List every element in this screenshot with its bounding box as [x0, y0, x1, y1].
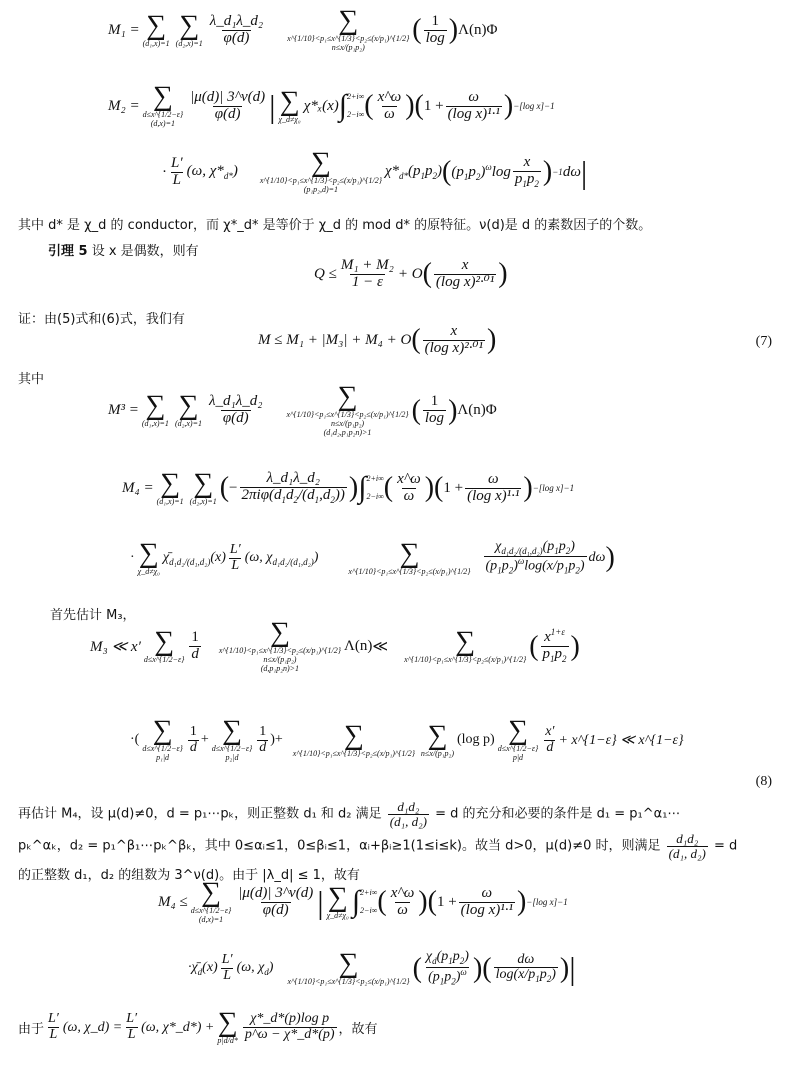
sum-operator: ∑ x^{1/10}<p₁≤x^{1/3}<p₂≤(x/p₁)^{1/2} — [348, 537, 471, 576]
equation-number-8: (8) — [755, 774, 772, 789]
equation-M3-estimate-cont: ·( ∑ d≤x^{1/2−ε} p₁|d $\frac{1}{d}$ + ∑ d≤x^{1/2−ε} p₂|d $\frac{1}{d}$ )+ ∑ x^{1/10}<p₁≤x^{1/3}<p₂≤(x/p₁)^{1/2} ∑ n≤x/(p₁p₂) (log p) ∑ d≤x^{1/2−ε} p|d $\frac{x'}{d}$ + x^{1−ε} ≪ x^{1−ε} — [130, 715, 684, 762]
M2-lhs: M₂ = — [108, 97, 140, 114]
sum-operator: ∑ x^{1/10}<p₁≤x^{1/3}<p₂≤(x/p₁)^{1/2} n≤x/(p₁p₂) — [287, 5, 410, 52]
lemma-line — [48, 240, 199, 259]
proof-line: 证：由(5)式和(6)式，我们有 — [18, 312, 185, 327]
sum-operator: ∑ χ_d≠χ₀ — [137, 537, 160, 576]
von-mangoldt: Λ(n) — [458, 21, 487, 38]
sum-operator: ∑ (d₁,x)=1 — [141, 390, 169, 428]
x-omega-fraction: $\frac{x\^{}\omega}{\omega}$ — [377, 88, 402, 122]
final-line: 由于 $\frac{L'}{L}$ (ω, χ_d) = $\frac{L'}{L}$ (ω, χ*_d*) + ∑ p|d/d* $\frac{\text{χ*\_d*(p)log p}}{p\^{}\omega - \chi*\_d*(p)}$ ，故有 — [18, 1007, 378, 1045]
first-estimate-line: 首先估计 M₃， — [50, 608, 136, 623]
lemma-formula: Q ≤ $\frac{\text{M₁ + M₂}}{1 - \varepsilon}$ + O ( $\frac{x}{\text{(log x)²·⁰¹}}$ ) — [314, 257, 508, 290]
equation-M2-cont: · $\frac{L'}{L}$ (ω, $\chi*_{d*}$) ∑ x^{1/10}<p₁≤x^{1/3}<p₂≤(x/p₁)^{1/2} (p₁p₂,d)=1 $\chi*_{d*}(p_1p_2)$ ( $(p_1p_2)^\omega\log$ $\frac{x}{p_1p_2}$ ) −1 dω | — [162, 147, 588, 194]
integral-sign: ∫ 2+i∞ 2−i∞ — [338, 89, 365, 122]
sum-operator: ∑ d≤x^{1/2−ε} (d,x)=1 — [142, 81, 184, 128]
equation-M4-estimate: M₄ ≤ ∑ d≤x^{1/2−ε} (d,x)=1 $\frac{|\mu(d)| 3\^{}\nu(d)}{\varphi(d)}$ | ∑ χ_d≠χ₀ ∫ 2+i∞ 2−i∞ ( $\frac{x\^{}\omega}{\omega}$ ) ( 1 + $\frac{\omega}{\text{(log x)¹·¹}}$ ) −[log x]−1 — [158, 877, 568, 924]
chi-star: χ*ₓ(x) — [303, 97, 339, 114]
log-derivative-fraction: $\frac{L'}{L}$ — [171, 154, 183, 188]
paragraph-line-2: pₖ^αₖ，d₂ = p₁^β₁⋯pₖ^βₖ，其中 0≤αᵢ≤1，0≤βᵢ≤1，αᵢ+βᵢ≥1(1≤i≤k)。故当 d>0，μ(d)≠0 时，则满足 $\frac{\text{d₁d₂}}{\text{(d₁, d₂)}}$ = d — [18, 831, 738, 861]
sum-operator: ∑ χ_d≠χ₀ — [278, 85, 301, 124]
lemma-label: 引理 5 — [48, 244, 88, 259]
equation-M4-cont: · ∑ χ_d≠χ₀ $\chī_{d_1d_2/(d_1,d_2)}(x)$ $\frac{L'}{L}$ (ω, $\chi_{d_1d_2/(d_1,d_2)}$) ∑ x^{1/10}<p₁≤x^{1/3}<p₂≤(x/p₁)^{1/2} $\frac{\chi_{d_1d_2/(d_1,d_2)}(p_1p_2)}{(p_1p_2)^\omega\log(x/p_1p_2)}$ dω ) — [130, 537, 615, 576]
equation-M2: M₂ = ∑ d≤x^{1/2−ε} (d,x)=1 $\frac{|\mu(d)| 3\^{}\nu(d)}{\varphi(d)}$ | ∑ χ_d≠χ₀ χ*ₓ(x) ∫ 2+i∞ 2−i∞ ( $\frac{x\^{}\omega}{\omega}$ ) ( 1 + $\frac{\omega}{\text{(log x)¹·¹}}$ ) −[log x]−1 — [108, 81, 555, 128]
equation-7: M ≤ M₁ + |M₃| + M₄ + O ( $\frac{x}{\text{(log x)²·⁰¹}}$ ) — [258, 323, 497, 356]
equation-M3: M³ = ∑ (d₁,x)=1 ∑ (d₂,x)=1 $\frac{\text{λ\_d₁λ\_d₂}}{\varphi(d)}$ ∑ x^{1/10}<p₁≤x^{1/3}<p₂≤(x/p₁)^{1/2} n≤x/(p₁p₂) (d₁d₂,p₁p₂n)>1 ( $\frac{1}{\log}$ ) Λ(n) Φ — [108, 381, 497, 437]
paragraph-line-1: 再估计 M₄，设 μ(d)≠0，d = p₁⋯pₖ，则正整数 d₁ 和 d₂ 满足 $\frac{\text{d₁d₂}}{\text{(d₁, d₂)}}$ = d 的充分和必要的条件是 d₁ = p₁^α₁⋯ — [18, 799, 681, 829]
equation-M4-estimate-cont: $\cdot\chī_d(x)$ $\frac{L'}{L}$ (ω, $\chi_d$) ∑ x^{1/10}<p₁≤x^{1/3}<p₂≤(x/p₁)^{1/2} ( $\frac{\chi_d(p_1p_2)}{(p_1p_2)^\omega}$ ) ( $\frac{d\omega}{\log(x/p_1p_2)}$ ) | — [188, 948, 576, 987]
power-exponent: −[log x]−1 — [513, 101, 555, 111]
lambda-fraction: $\frac{\text{λ\_d₁λ\_d₂}}{\varphi(d)}$ — [209, 12, 264, 46]
M1-lhs: M₁ = — [108, 21, 140, 38]
phi-symbol: Φ — [486, 21, 498, 38]
mu-fraction: $\frac{|\mu(d)| 3\^{}\nu(d)}{\varphi(d)}$ — [190, 88, 266, 122]
sum-operator: ∑ (d₁,x)=1 — [142, 9, 170, 48]
equation-M4: M₄ = ∑ (d₁,x)=1 ∑ (d₂,x)=1 ( − $\frac{\text{λ\_d₁λ\_d₂}}{2\pi i\varphi(d_1d_2/(d_1,d_2))}$ ) ∫ 2+i∞ 2−i∞ ( $\frac{x\^{}\omega}{\omega}$ ) ( 1 + $\frac{\omega}{\text{(log x)¹·¹}}$ ) −[log x]−1 — [122, 467, 575, 506]
sum-operator: ∑ x^{1/10}<p₁≤x^{1/3}<p₂≤(x/p₁)^{1/2} n≤x/(p₁p₂) (d₁d₂,p₁p₂n)>1 — [286, 381, 409, 437]
conductor-paragraph: 其中 d* 是 χ_d 的 conductor，而 χ*_d* 是等价于 χ_d 的 mod d* 的原特征。ν(d)是 d 的素数因子的个数。 — [18, 218, 652, 233]
sum-operator: ∑ (d₂,x)=1 — [175, 9, 203, 48]
equation-M3-estimate: M₃ ≪ x′ ∑ d≤x^{1/2−ε} $\frac{1}{d}$ ∑ x^{1/10}<p₁≤x^{1/3}<p₂≤(x/p₁)^{1/2} n≤x/(p₁p₂) (d,p₁p₂n)>1 Λ(n) ≪ ∑ x^{1/10}<p₁≤x^{1/3}<p₂≤(x/p₁)^{1/2} ( $\frac{x^{1+\varepsilon}}{p_1p_2}$ ) — [90, 617, 580, 673]
equation-M1: M₁ = ∑ (d₁,x)=1 ∑ (d₂,x)=1 $\frac{\text{λ\_d₁λ\_d₂}}{\varphi(d)}$ ∑ x^{1/10}<p₁≤x^{1/3}<p₂≤(x/p₁)^{1/2} n≤x/(p₁p₂) ( $\frac{1}{\log}$ ) Λ(n) Φ — [108, 5, 498, 52]
sum-operator: ∑ (d₂,x)=1 — [174, 390, 202, 428]
omega-log-fraction: $\frac{\omega}{\text{(log x)¹·¹}}$ — [447, 88, 500, 122]
sum-operator: ∑ (d₂,x)=1 — [189, 467, 217, 506]
sum-operator: ∑ x^{1/10}<p₁≤x^{1/3}<p₂≤(x/p₁)^{1/2} (p₁p₂,d)=1 — [259, 147, 382, 194]
inv-log-fraction: $\frac{1}{\log}$ — [425, 12, 445, 46]
equation-number-7: (7) — [755, 334, 772, 349]
paragraph-line-3: 的正整数 d₁，d₂ 的组数为 3^ν(d)。由于 |λ_d| ≤ 1，故有 — [18, 868, 360, 883]
d-omega: dω — [562, 163, 581, 180]
lemma-text: 设 x 是偶数，则有 — [91, 244, 199, 259]
sum-operator: ∑ (d₁,x)=1 — [156, 467, 184, 506]
qizhong-label: 其中 — [18, 372, 45, 387]
